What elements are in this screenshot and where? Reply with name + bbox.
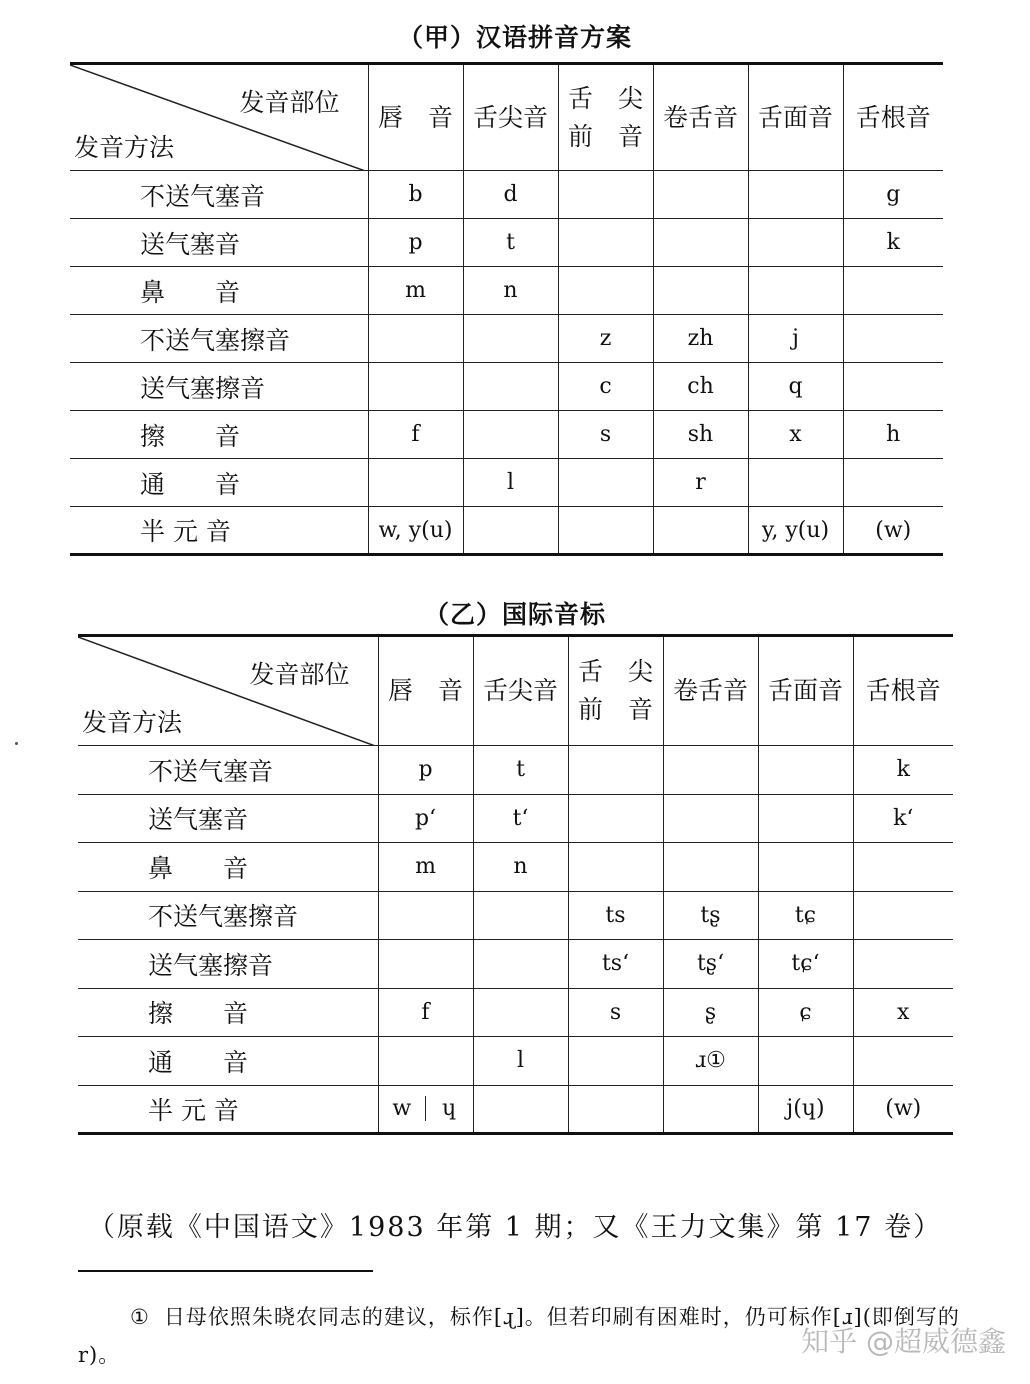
symbol-cell: [568, 1037, 663, 1086]
column-header: 舌根音: [853, 636, 953, 746]
table-row: [78, 940, 953, 989]
symbol-cell: [843, 315, 943, 363]
symbol-cell: s: [558, 411, 653, 459]
symbol-cell: [568, 746, 663, 795]
symbol-cell: g: [843, 171, 943, 219]
symbol-cell: [378, 891, 473, 940]
table-row: [70, 219, 943, 267]
symbol-cell: [663, 1085, 758, 1134]
symbol-cell: [568, 1085, 663, 1134]
table1-title: （甲）汉语拼音方案: [397, 23, 632, 52]
pinyin-table: [70, 62, 943, 556]
symbol-cell: [758, 794, 853, 843]
symbol-cell: [758, 843, 853, 892]
manner-label: 不送气塞擦音: [78, 891, 378, 940]
symbol-cell: j(ɥ): [758, 1085, 853, 1134]
symbol-cell: [748, 171, 843, 219]
symbol-cell: q: [748, 363, 843, 411]
symbol-cell: [368, 363, 463, 411]
place-header: 发音部位: [249, 660, 350, 689]
symbol-cell: [558, 507, 653, 555]
symbol-cell: [853, 940, 953, 989]
column-header: 舌尖音: [463, 64, 558, 171]
symbol-cell: [653, 267, 748, 315]
column-header: 舌尖音: [473, 636, 568, 746]
table-row: [70, 411, 943, 459]
symbol-cell: s: [568, 988, 663, 1037]
symbol-cell: [368, 315, 463, 363]
symbol-cell: [653, 507, 748, 555]
symbol-cell: p‘: [378, 794, 473, 843]
symbol-cell: [663, 843, 758, 892]
table-row: [78, 746, 953, 795]
symbol-cell: f: [368, 411, 463, 459]
table-row: [78, 891, 953, 940]
column-header: 舌面音: [758, 636, 853, 746]
manner-label: 送气塞音: [70, 219, 368, 267]
symbol-cell: [473, 891, 568, 940]
symbol-cell: r: [653, 459, 748, 507]
symbol-cell: [748, 459, 843, 507]
symbol-cell: b: [368, 171, 463, 219]
symbol-cell: [843, 459, 943, 507]
symbol-cell: [378, 1037, 473, 1086]
symbol-cell: t: [463, 219, 558, 267]
split-symbol: ɥ: [442, 1096, 457, 1122]
symbol-cell: [463, 315, 558, 363]
symbol-cell: n: [473, 843, 568, 892]
symbol-cell: ch: [653, 363, 748, 411]
method-header: 发音方法: [82, 708, 183, 737]
table-row: [78, 843, 953, 892]
symbol-cell: tɕ: [758, 891, 853, 940]
symbol-cell: t‘: [473, 794, 568, 843]
symbol-cell: [663, 746, 758, 795]
table-row: [78, 988, 953, 1037]
column-header: 卷舌音: [663, 636, 758, 746]
symbol-cell: m: [378, 843, 473, 892]
footnote-rule: [78, 1270, 373, 1272]
symbol-cell: l: [473, 1037, 568, 1086]
symbol-cell: [853, 1037, 953, 1086]
symbol-cell: t: [473, 746, 568, 795]
symbol-cell: c: [558, 363, 653, 411]
symbol-cell: l: [463, 459, 558, 507]
symbol-cell: n: [463, 267, 558, 315]
corner-header-cell: [70, 64, 368, 171]
footnote-number: ①: [130, 1305, 150, 1329]
table-row: [78, 1085, 953, 1134]
symbol-cell: x: [748, 411, 843, 459]
symbol-cell: x: [853, 988, 953, 1037]
symbol-cell: f: [378, 988, 473, 1037]
symbol-cell: k‘: [853, 794, 953, 843]
symbol-cell: h: [843, 411, 943, 459]
symbol-cell: p: [378, 746, 473, 795]
symbol-cell: ʂ: [663, 988, 758, 1037]
manner-label: 擦 音: [70, 411, 368, 459]
symbol-cell: k: [843, 219, 943, 267]
column-header: 卷舌音: [653, 64, 748, 171]
symbol-cell: tɕ‘: [758, 940, 853, 989]
symbol-cell: [473, 988, 568, 1037]
symbol-cell: [663, 794, 758, 843]
symbol-cell: [843, 363, 943, 411]
symbol-cell: d: [463, 171, 558, 219]
symbol-cell: [853, 891, 953, 940]
table2-title: （乙）国际音标: [423, 600, 606, 629]
symbol-cell: [853, 843, 953, 892]
symbol-cell: ɕ: [758, 988, 853, 1037]
manner-label: 送气塞音: [78, 794, 378, 843]
column-header: 唇 音: [368, 64, 463, 171]
column-header: 舌 尖 前 音: [568, 636, 663, 746]
symbol-cell: [558, 171, 653, 219]
manner-label: 不送气塞擦音: [70, 315, 368, 363]
symbol-cell: (w): [843, 507, 943, 555]
column-header: 舌根音: [843, 64, 943, 171]
symbol-cell: k: [853, 746, 953, 795]
symbol-cell: ɹ①: [663, 1037, 758, 1086]
table-row: [70, 315, 943, 363]
source-citation: （原载《中国语文》1983 年第 1 期；又《王力文集》第 17 卷）: [87, 1212, 943, 1243]
symbol-cell: [843, 267, 943, 315]
symbol-cell: [463, 411, 558, 459]
footnote-text: 日母依照朱晓农同志的建议，标作[ɻ]。但若印刷有困难时，仍可标作[ɹ](即倒写的 r)。: [78, 1305, 960, 1367]
symbol-cell: [463, 363, 558, 411]
symbol-cell: w, y(u): [368, 507, 463, 555]
symbol-cell: [758, 1037, 853, 1086]
method-header: 发音方法: [74, 133, 175, 162]
manner-label: 不送气塞音: [78, 746, 378, 795]
manner-label: 不送气塞音: [70, 171, 368, 219]
symbol-cell: [558, 459, 653, 507]
symbol-cell: tʂ‘: [663, 940, 758, 989]
symbol-cell: [758, 746, 853, 795]
symbol-cell: [558, 267, 653, 315]
symbol-cell: [558, 219, 653, 267]
watermark: 知乎 @超威德鑫: [801, 1325, 1006, 1358]
manner-label: 通 音: [78, 1037, 378, 1086]
manner-label: 半 元 音: [78, 1085, 378, 1134]
symbol-cell: [378, 940, 473, 989]
place-header: 发音部位: [239, 88, 340, 117]
symbol-cell: [473, 1085, 568, 1134]
symbol-cell: [653, 219, 748, 267]
symbol-cell: y, y(u): [748, 507, 843, 555]
speck-mark: [15, 742, 18, 745]
symbol-cell: tʂ: [663, 891, 758, 940]
manner-label: 送气塞擦音: [70, 363, 368, 411]
split-symbol: w: [379, 1096, 427, 1121]
column-header: 舌 尖 前 音: [558, 64, 653, 171]
table-row: [70, 507, 943, 555]
symbol-cell: z: [558, 315, 653, 363]
column-header: 唇 音: [378, 636, 473, 746]
table-row: [78, 794, 953, 843]
table-row: [70, 267, 943, 315]
symbol-cell: sh: [653, 411, 748, 459]
symbol-cell: [473, 940, 568, 989]
symbol-cell: (w): [853, 1085, 953, 1134]
manner-label: 送气塞擦音: [78, 940, 378, 989]
table-row: [70, 363, 943, 411]
symbol-cell: [378, 1085, 473, 1134]
manner-label: 擦 音: [78, 988, 378, 1037]
symbol-cell: ts‘: [568, 940, 663, 989]
manner-label: 鼻 音: [70, 267, 368, 315]
manner-label: 半 元 音: [70, 507, 368, 555]
symbol-cell: m: [368, 267, 463, 315]
symbol-cell: [653, 171, 748, 219]
symbol-cell: [568, 794, 663, 843]
table-row: [70, 459, 943, 507]
table-row: [78, 1037, 953, 1086]
symbol-cell: ts: [568, 891, 663, 940]
symbol-cell: p: [368, 219, 463, 267]
symbol-cell: [463, 507, 558, 555]
symbol-cell: [368, 459, 463, 507]
symbol-cell: [748, 219, 843, 267]
symbol-cell: [748, 267, 843, 315]
manner-label: 鼻 音: [78, 843, 378, 892]
symbol-cell: j: [748, 315, 843, 363]
corner-header-cell: [78, 636, 378, 746]
symbol-cell: [568, 843, 663, 892]
manner-label: 通 音: [70, 459, 368, 507]
column-header: 舌面音: [748, 64, 843, 171]
table-row: [70, 171, 943, 219]
symbol-cell: zh: [653, 315, 748, 363]
ipa-table: [78, 634, 953, 1135]
